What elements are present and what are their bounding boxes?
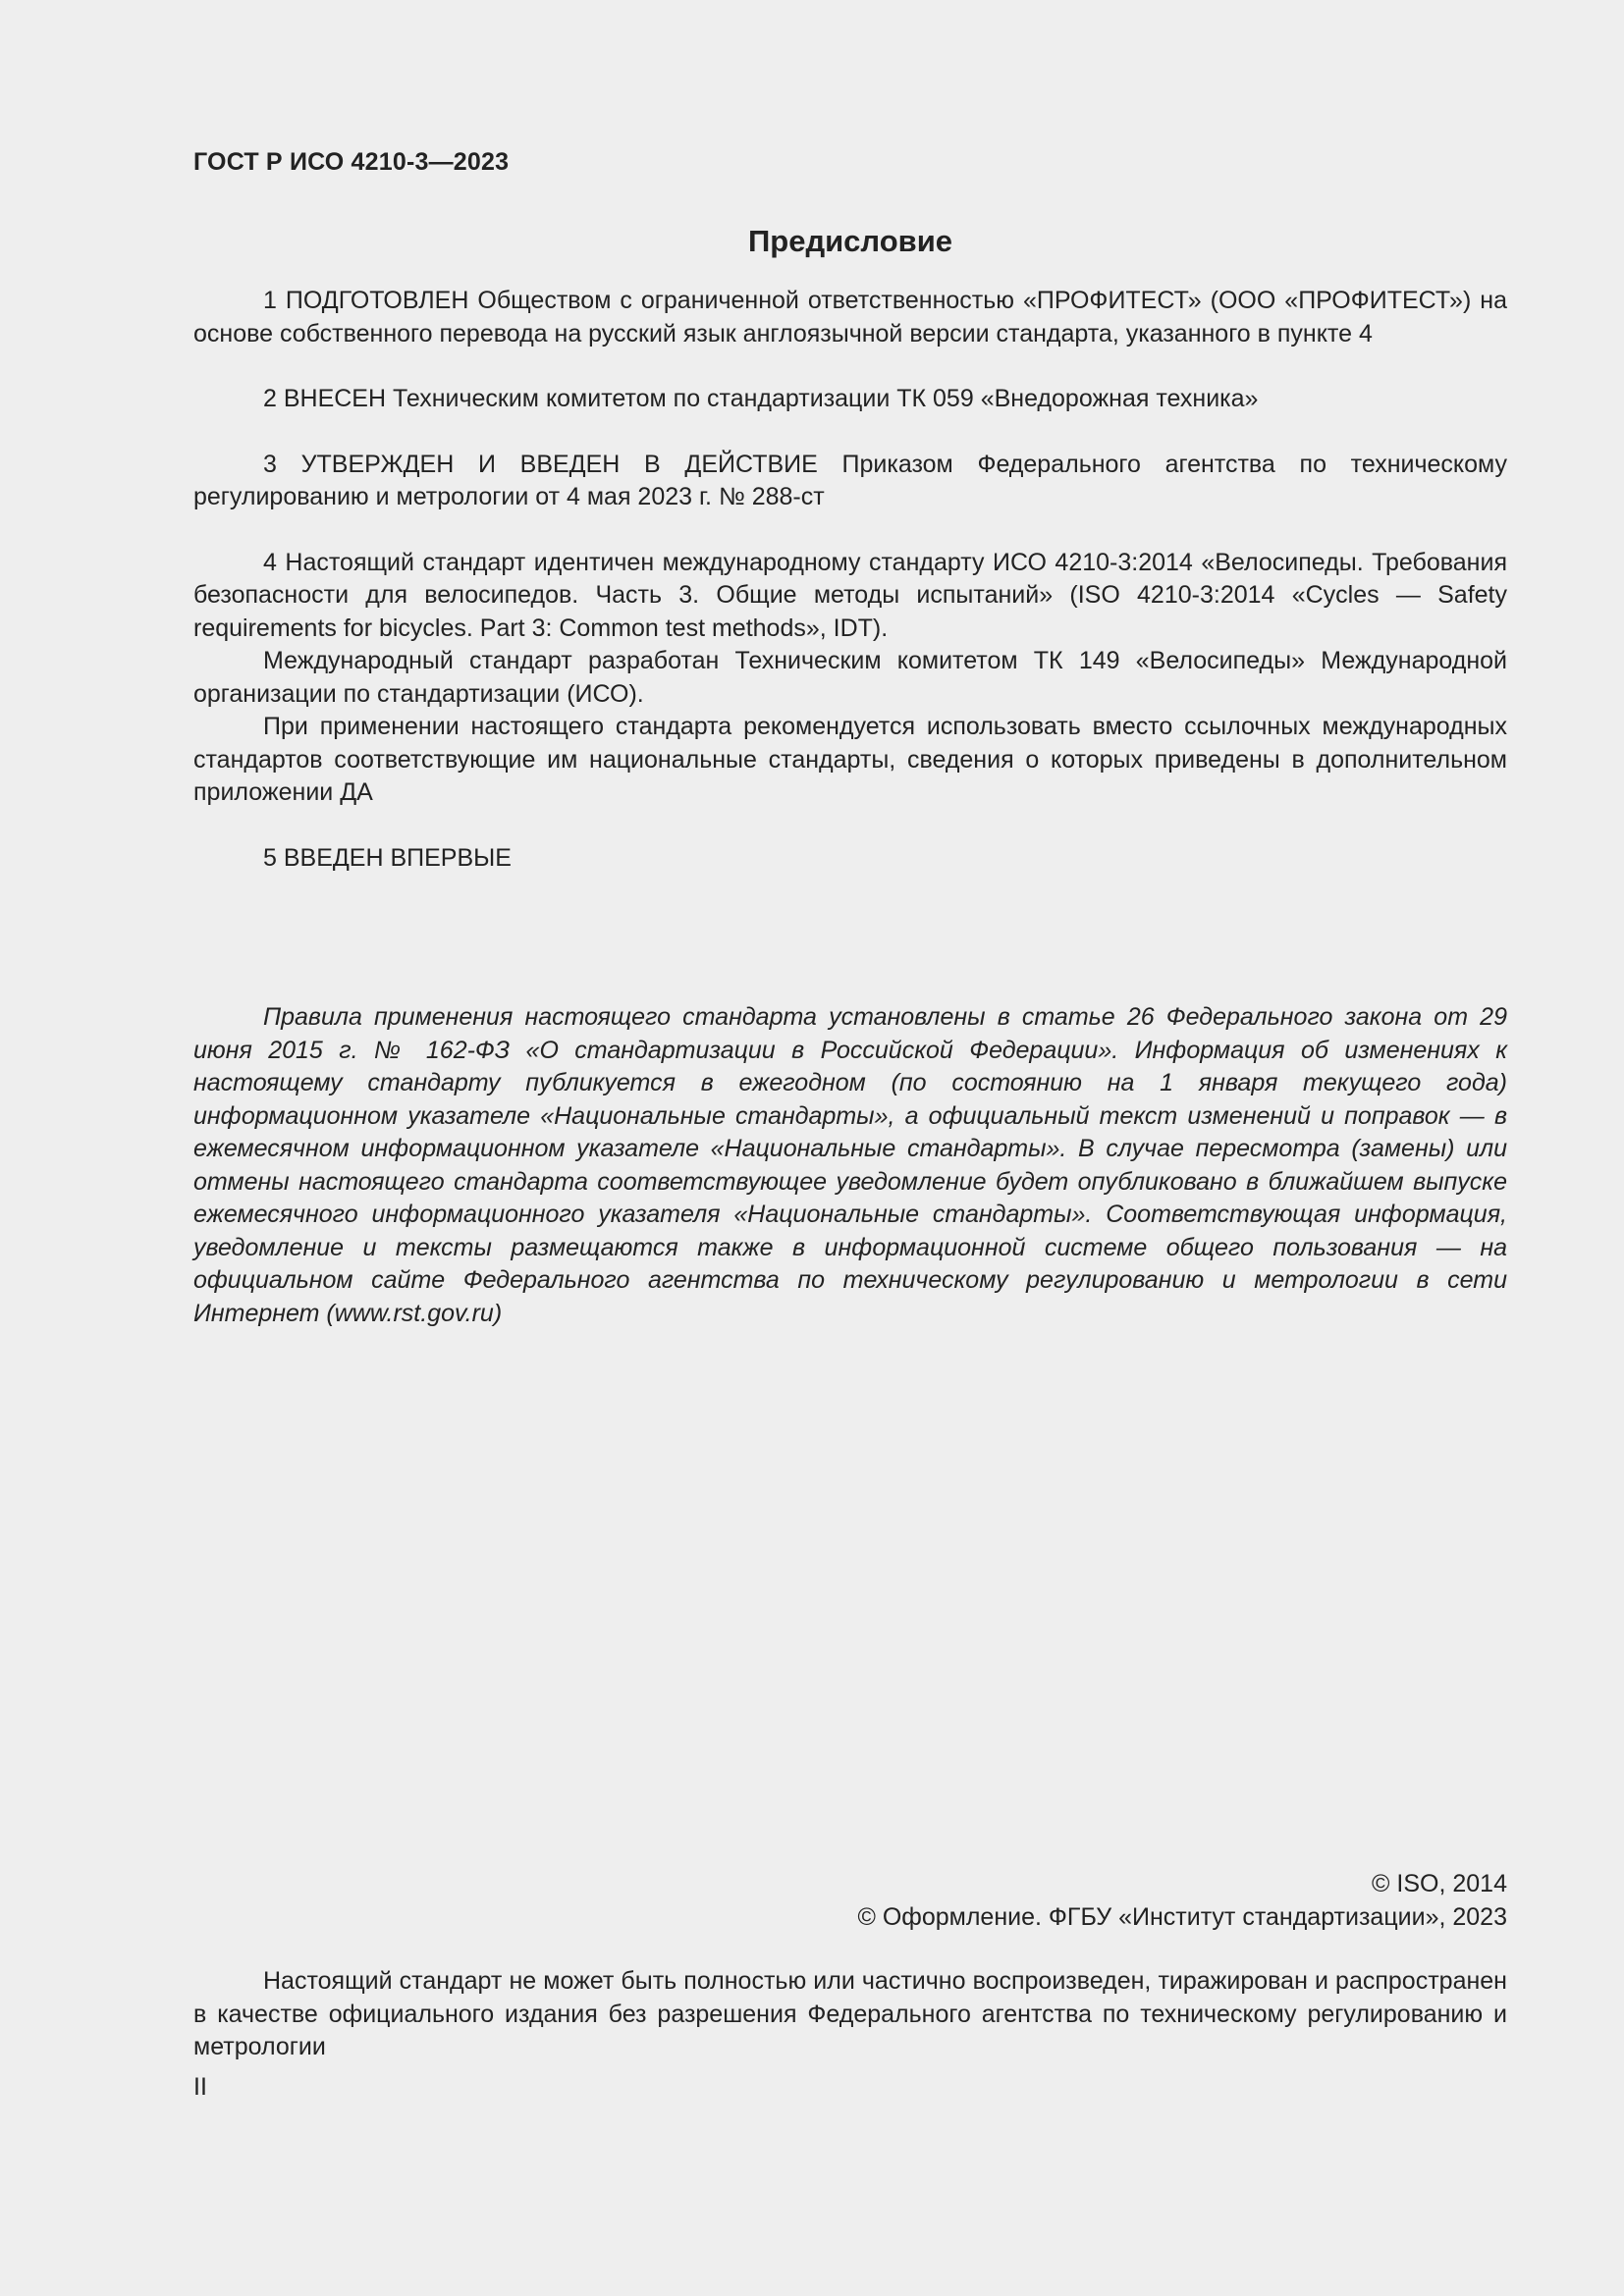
design-copyright: © Оформление. ФГБУ «Институт стандартизации», 2023 xyxy=(857,1902,1507,1931)
section-4-application: При применении настоящего стандарта рекомендуется использовать вместо ссылочных международных стандартов соответствующие им национальные стандарты, сведения о которых приведены в дополнительном приложении ДА xyxy=(193,713,1507,806)
reproduction-notice-block xyxy=(193,1965,1507,2064)
foreword-sections xyxy=(193,285,1507,875)
section-1-prepared: 1 ПОДГОТОВЛЕН Обществом с ограниченной ответственностью «ПРОФИТЕСТ» (ООО «ПРОФИТЕСТ») на основе собственного перевода на русский язык англоязычной версии стандарта, указанного в пункте 4 xyxy=(193,287,1507,347)
section-3-approved: 3 УТВЕРЖДЕН И ВВЕДЕН В ДЕЙСТВИЕ Приказом Федерального агентства по техническому регулированию и метрологии от 4 мая 2023 г. № 288-ст xyxy=(193,450,1507,510)
section-2-introduced: 2 ВНЕСЕН Техническим комитетом по стандартизации ТК 059 «Внедорожная техника» xyxy=(263,385,1259,412)
page-number: II xyxy=(193,2073,207,2101)
section-4-developer: Международный стандарт разработан Техническим комитетом ТК 149 «Велосипеды» Международной организации по стандартизации (ИСО). xyxy=(193,647,1507,708)
copyright-block xyxy=(857,1868,1507,1934)
section-4-identity: 4 Настоящий стандарт идентичен международному стандарту ИСО 4210-3:2014 «Велосипеды. Требования безопасности для велосипедов. Часть 3. Общие методы испытаний» (ISO 4210-3:2014 «Cycles — Safety requirements for bicycles. Part 3: Common test methods», IDT). xyxy=(193,548,1507,642)
document-designation: ГОСТ Р ИСО 4210-3—2023 xyxy=(193,148,510,176)
reproduction-notice: Настоящий стандарт не может быть полностью или частично воспроизведен, тиражирован и распространен в качестве официального издания без разрешения Федерального агентства по техническому регулированию и метрологии xyxy=(193,1967,1507,2060)
section-5-first-introduced: 5 ВВЕДЕН ВПЕРВЫЕ xyxy=(263,843,512,872)
legal-notice: Правила применения настоящего стандарта установлены в статье 26 Федерального закона от 29 июня 2015 г. № 162-ФЗ «О стандартизации в Российской Федерации». Информация об изменениях к настоящему стандарту публикуется в ежегодном (по состоянию на 1 января текущего года) информационном указателе «Национальные стандарты», а официальный текст изменений и поправок — в ежемесячном информационном указателе «Национальные стандарты». В случае пересмотра (замены) или отмены настоящего стандарта соответствующее уведомление будет опубликовано в ближайшем выпуске ежемесячного информационного указателя «Национальные стандарты». Соответствующая информация, уведомление и тексты размещаются также в информационной системе общего пользования — на официальном сайте Федерального агентства по техническому регулированию и метрологии в сети Интернет (www.rst.gov.ru) xyxy=(193,1003,1507,1327)
legal-notice-block xyxy=(193,1001,1507,1330)
page-title: Предисловие xyxy=(747,224,952,258)
iso-copyright: © ISO, 2014 xyxy=(1372,1870,1507,1897)
